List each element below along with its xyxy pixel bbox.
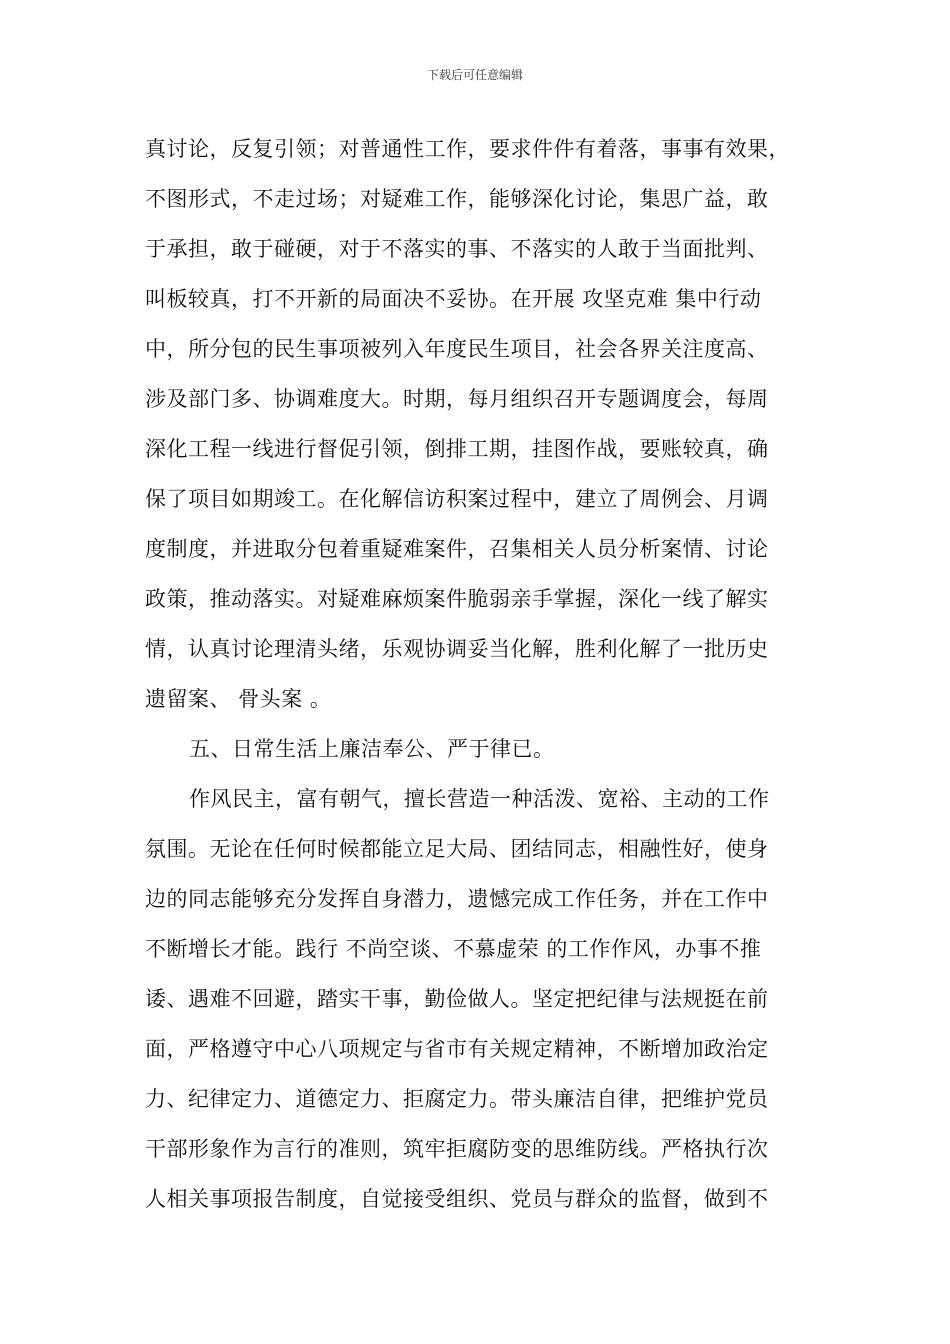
text-line: 保了项目如期竣工。在化解信访积案过程中，建立了周例会、月调: [145, 487, 769, 511]
text-line: 边的同志能够充分发挥自身潜力，遗憾完成工作任务，并在工作中: [145, 887, 769, 911]
text-line: 深化工程一线进行督促引领，倒排工期，挂图作战，要账较真，确: [145, 437, 769, 461]
text-line: 面，严格遵守中心八项规定与省市有关规定精神，不断增加政治定: [145, 1037, 769, 1061]
document-body: [145, 124, 805, 1224]
text-line: 不断增长才能。践行 不尚空谈、不慕虚荣 的工作作风，办事不推: [145, 937, 762, 961]
text-line: 叫板较真，打不开新的局面决不妥协。在开展 攻坚克难 集中行动: [145, 287, 762, 311]
text-line: 力、纪律定力、道德定力、拒腐定力。带头廉洁自律，把维护党员: [145, 1087, 769, 1111]
page-header-note: 下载后可任意编辑: [426, 68, 523, 82]
text-line: 度制度，并进取分包着重疑难案件，召集相关人员分析案情、讨论: [145, 537, 769, 561]
section-heading: 五、日常生活上廉洁奉公、严于律已。: [189, 737, 555, 761]
text-line: 氛围。无论在任何时候都能立足大局、团结同志，相融性好，使身: [145, 837, 769, 861]
text-line: 诿、遇难不回避，踏实干事，勤俭做人。坚定把纪律与法规挺在前: [145, 987, 769, 1011]
text-line: 人相关事项报告制度，自觉接受组织、党员与群众的监督，做到不: [145, 1187, 769, 1211]
text-line: 不图形式，不走过场；对疑难工作，能够深化讨论，集思广益，敢: [145, 187, 769, 211]
text-line: 政策，推动落实。对疑难麻烦案件脆弱亲手掌握，深化一线了解实: [145, 587, 769, 611]
text-line: 遗留案、 骨头案 。: [145, 687, 332, 711]
text-line: 中，所分包的民生事项被列入年度民生项目，社会各界关注度高、: [145, 337, 769, 361]
text-line: 涉及部门多、协调难度大。时期，每月组织召开专题调度会，每周: [145, 387, 769, 411]
text-line: 真讨论，反复引领；对普通性工作，要求件件有着落，事事有效果，: [145, 137, 790, 161]
text-line: 干部形象作为言行的准则，筑牢拒腐防变的思维防线。严格执行次: [145, 1137, 769, 1161]
text-line: 情，认真讨论理清头绪，乐观协调妥当化解，胜利化解了一批历史: [145, 637, 769, 661]
text-line: 于承担，敢于碰硬，对于不落实的事、不落实的人敢于当面批判、: [145, 237, 769, 261]
paragraph-first-line: 作风民主，富有朝气，擅长营造一种活泼、宽裕、主动的工作: [189, 787, 770, 811]
